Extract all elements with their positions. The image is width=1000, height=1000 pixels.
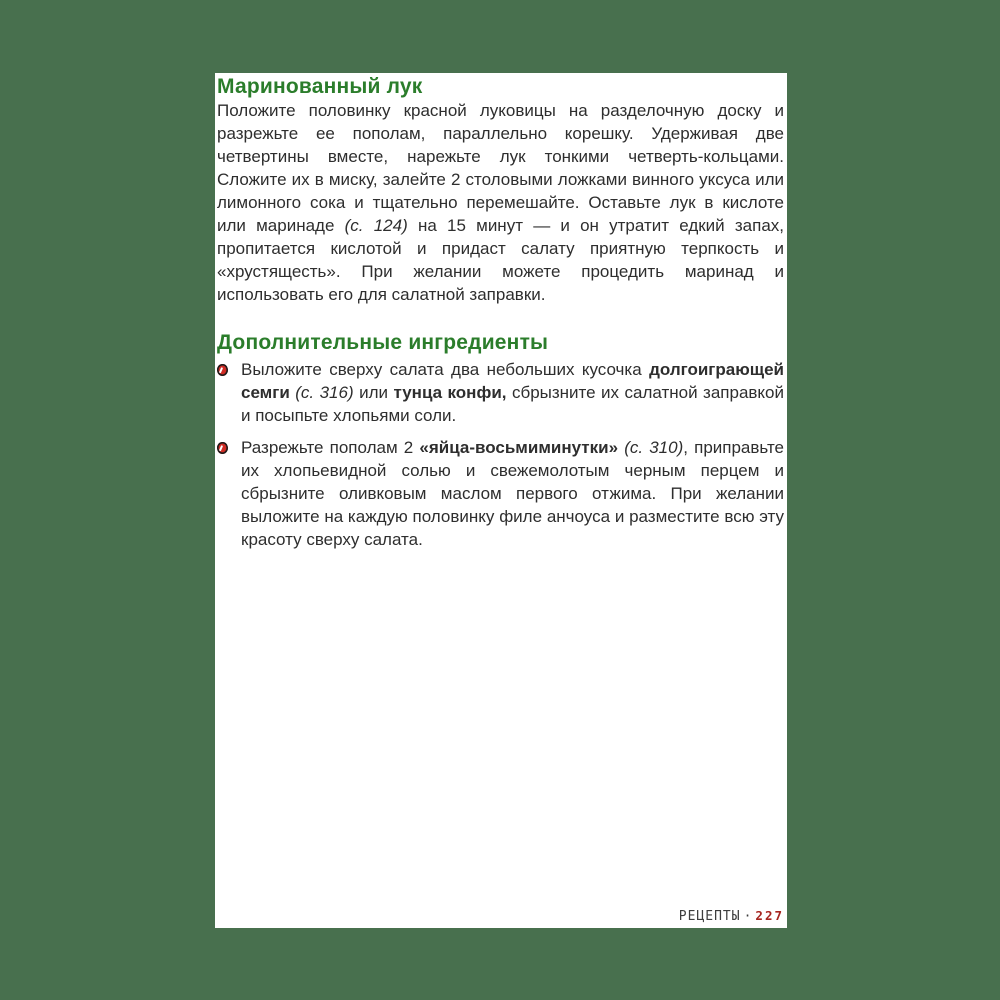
page-number: 227	[755, 908, 784, 923]
ingredient-bullet-text: Выложите сверху салата два небольших кусочка долгоиграющей семги (с. 316) или тунца конфи, сбрызните их салатной заправкой и посыпьте хлопьями соли.	[241, 360, 785, 425]
ingredient-bullet-item	[217, 358, 784, 427]
footer-separator: ·	[743, 909, 753, 924]
page-footer	[679, 908, 784, 924]
footer-section-label: РЕЦЕПТЫ	[678, 909, 741, 924]
book-page	[215, 73, 787, 928]
pickled-onion-paragraph: Положите половинку красной луковицы на разделочную доску и разрежьте ее пополам, параллельно корешку. Удерживая две четвертины вместе, нарежьте лук тонкими четверть-кольцами. Сложите их в миску, залейте 2 столовыми ложками винного уксуса или лимонного сока и тщательно перемешайте. Оставьте лук в кислоте или маринаде (с. 124) на 15 минут — и он утратит едкий запах, пропитается кислотой и придаст салату приятную терпкость и «хрустящесть». При желании можете процедить маринад и использовать его для салатной заправки.	[217, 101, 784, 304]
section-heading-additional-ingredients: Дополнительные ингредиенты	[217, 331, 549, 354]
red-dot-bullet-icon	[216, 441, 229, 454]
red-dot-bullet-icon	[216, 363, 229, 376]
section-heading-pickled-onion: Маринованный лук	[217, 75, 423, 98]
ingredient-bullet-text: Разрежьте пополам 2 «яйца-восьмиминутки» (с. 310), приправьте их хлопьевидной солью и свежемолотым черным перцем и сбрызните оливковым маслом первого отжима. При желании выложите на каждую половинку филе анчоуса и разместите всю эту красоту сверху салата.	[241, 438, 784, 549]
ingredient-bullet-item	[217, 436, 784, 551]
